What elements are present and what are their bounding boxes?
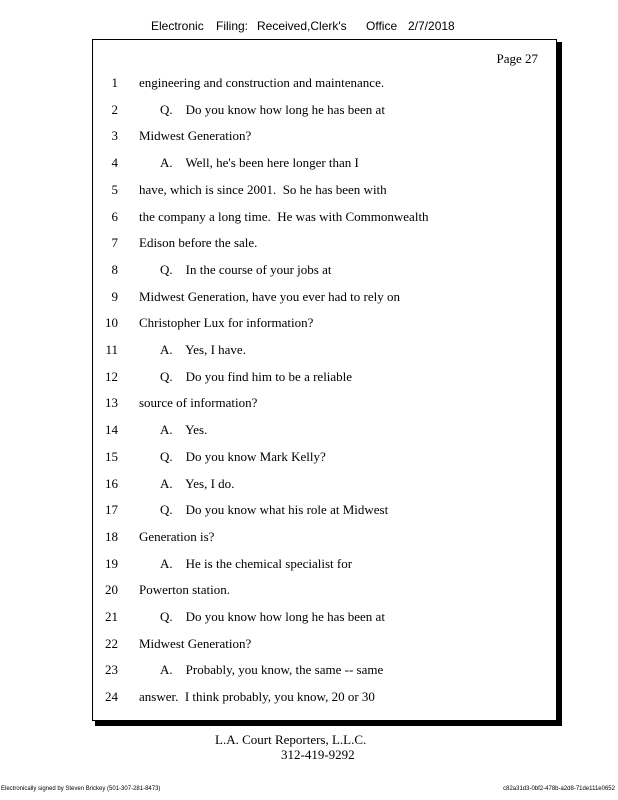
line-number: 24 bbox=[105, 689, 118, 705]
transcript-page bbox=[92, 39, 557, 721]
line-number: 10 bbox=[105, 315, 118, 331]
line-number: 11 bbox=[105, 342, 118, 357]
transcript-line bbox=[93, 635, 556, 653]
line-text: Edison before the sale. bbox=[139, 235, 258, 251]
line-number: 5 bbox=[111, 181, 118, 197]
line-text: Q. In the course of your jobs at bbox=[160, 261, 332, 277]
document-hash: c82a31d3-0bf2-478b-a2d8-71de111e0652 bbox=[503, 786, 615, 792]
transcript-line bbox=[93, 74, 556, 92]
line-number: 20 bbox=[105, 582, 118, 598]
line-text: A. Yes. bbox=[160, 422, 208, 438]
line-text: A. Yes, I do. bbox=[160, 475, 235, 491]
filing-electronic: Electronic bbox=[151, 19, 204, 33]
line-text: Powerton station. bbox=[139, 582, 230, 598]
line-number: 14 bbox=[105, 422, 118, 438]
transcript-line bbox=[93, 208, 556, 226]
line-number: 16 bbox=[105, 475, 118, 491]
line-text: A. He is the chemical specialist for bbox=[160, 555, 353, 571]
filing-date: 2/7/2018 bbox=[408, 19, 455, 33]
line-number: 22 bbox=[105, 635, 118, 651]
transcript-line bbox=[93, 581, 556, 599]
transcript-line bbox=[93, 501, 556, 519]
transcript-line bbox=[93, 608, 556, 626]
page-number: Page 27 bbox=[496, 51, 538, 66]
line-number: 21 bbox=[105, 609, 118, 624]
transcript-line bbox=[93, 688, 556, 706]
transcript-line bbox=[93, 314, 556, 332]
line-text: A. Well, he's been here longer than I bbox=[160, 155, 359, 171]
line-number: 19 bbox=[105, 555, 118, 571]
transcript-line bbox=[93, 234, 556, 252]
court-reporter-phone: 312-419-9292 bbox=[281, 747, 355, 762]
filing-filing: Filing: bbox=[216, 19, 249, 33]
transcript-line bbox=[93, 288, 556, 306]
line-number: 4 bbox=[111, 155, 118, 171]
line-text: Christopher Lux for information? bbox=[139, 315, 314, 331]
court-reporter-name: L.A. Court Reporters, L.L.C. bbox=[215, 732, 367, 747]
line-number: 3 bbox=[111, 128, 118, 144]
filing-received: Received,Clerk's bbox=[257, 19, 347, 33]
filing-office: Office bbox=[366, 19, 398, 33]
line-text: Q. Do you know what his role at Midwest bbox=[160, 502, 389, 518]
transcript-line bbox=[93, 394, 556, 412]
transcript-line bbox=[93, 661, 556, 679]
filing-stamp-header bbox=[0, 19, 618, 35]
transcript-line bbox=[93, 528, 556, 546]
line-text: Q. Do you know Mark Kelly? bbox=[160, 448, 326, 464]
line-text: Midwest Generation? bbox=[139, 128, 252, 144]
line-number: 6 bbox=[111, 208, 118, 224]
line-text: Q. Do you know how long he has been at bbox=[160, 101, 385, 117]
transcript-line bbox=[93, 154, 556, 172]
line-text: Midwest Generation? bbox=[139, 635, 252, 651]
transcript-line bbox=[93, 475, 556, 493]
line-number: 9 bbox=[111, 288, 118, 304]
line-text: Q. Do you find him to be a reliable bbox=[160, 368, 353, 384]
line-text: Generation is? bbox=[139, 528, 215, 544]
transcript-line bbox=[93, 368, 556, 386]
line-text: A. Probably, you know, the same -- same bbox=[160, 662, 384, 678]
line-text: Q. Do you know how long he has been at bbox=[160, 609, 385, 624]
line-number: 2 bbox=[111, 101, 118, 117]
line-number: 23 bbox=[105, 662, 118, 678]
line-text: Midwest Generation, have you ever had to rely on bbox=[139, 288, 401, 304]
line-number: 12 bbox=[105, 368, 118, 384]
line-number: 18 bbox=[105, 528, 118, 544]
transcript-line bbox=[93, 181, 556, 199]
line-number: 7 bbox=[111, 235, 118, 251]
line-text: have, which is since 2001. So he has been with bbox=[139, 181, 387, 197]
transcript-line bbox=[93, 127, 556, 145]
transcript-line bbox=[93, 448, 556, 466]
transcript-line bbox=[93, 341, 556, 359]
transcript-line bbox=[93, 101, 556, 119]
line-text: A. Yes, I have. bbox=[160, 342, 246, 357]
line-text: the company a long time. He was with Commonwealth bbox=[139, 208, 429, 224]
line-number: 8 bbox=[111, 261, 118, 277]
line-text: answer. I think probably, you know, 20 or 30 bbox=[139, 689, 375, 705]
line-number: 15 bbox=[105, 448, 118, 464]
transcript-line bbox=[93, 555, 556, 573]
line-number: 1 bbox=[111, 75, 118, 90]
transcript-line bbox=[93, 421, 556, 439]
electronic-signature-note: Electronically signed by Steven Brickey (501-307-281-8473) bbox=[1, 786, 161, 792]
line-number: 13 bbox=[105, 395, 118, 411]
line-text: source of information? bbox=[139, 395, 258, 411]
transcript-line bbox=[93, 261, 556, 279]
line-number: 17 bbox=[105, 502, 118, 518]
line-text: engineering and construction and maintenance. bbox=[139, 75, 385, 90]
